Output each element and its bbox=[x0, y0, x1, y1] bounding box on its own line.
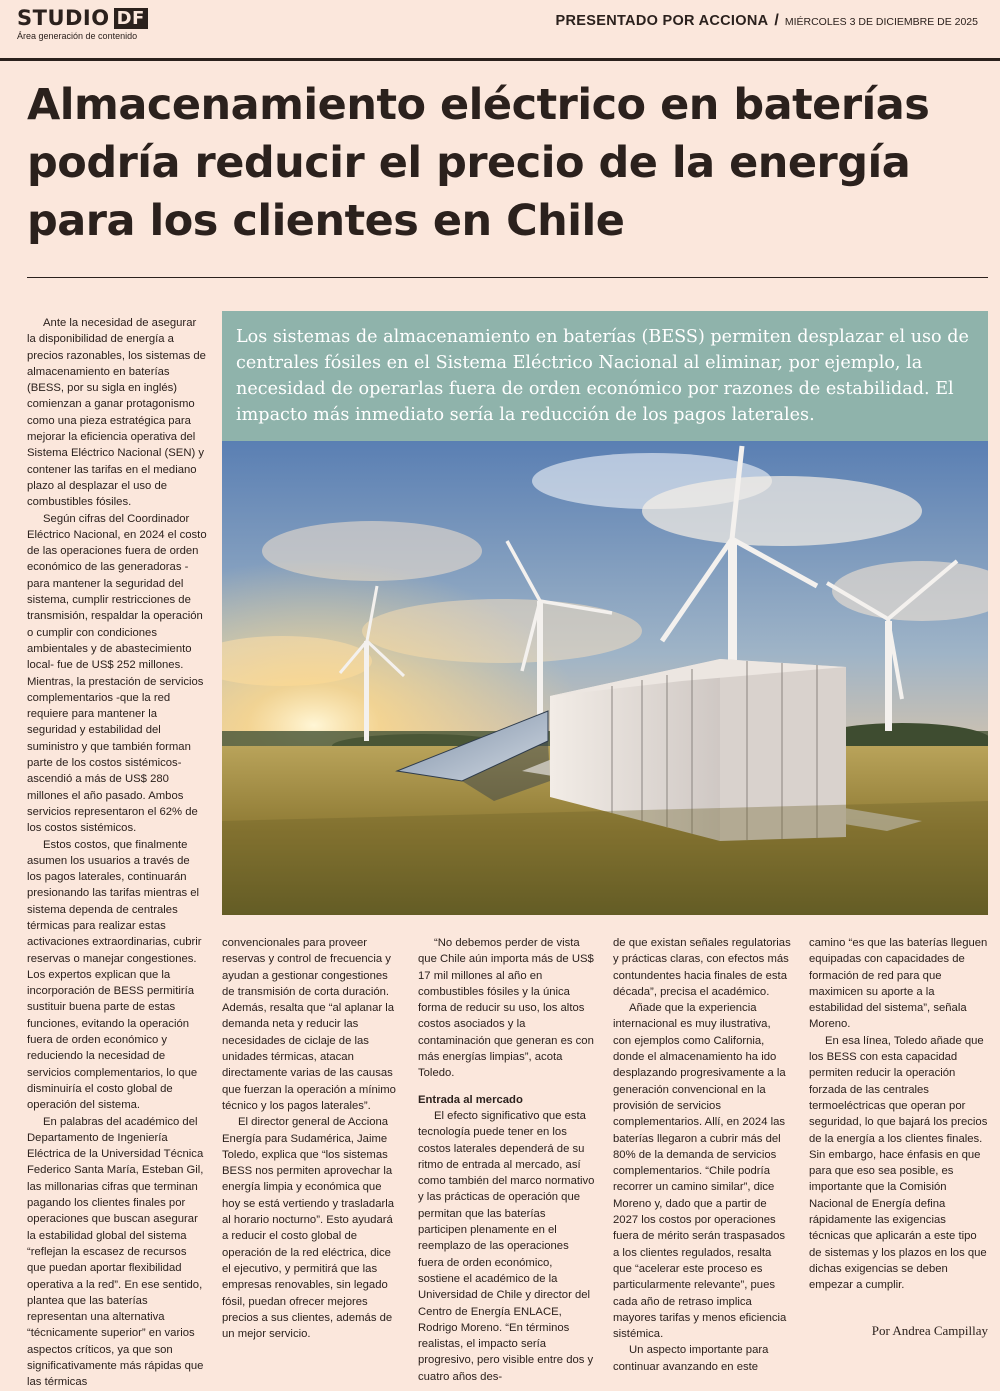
bess-wind-solar-photo bbox=[222, 441, 988, 915]
paragraph: convencionales para proveer reservas y control de frecuencia y ayudan a gestionar congestiones de transmisión de corta duración. Además, resalta que “al aplanar la demanda neta y reducir las necesidades de ciclaje de las unidades térmicas, atacan directamente varias de las causas que fuerzan la operación a mínimo técnico y los pagos laterales”. bbox=[222, 937, 396, 1112]
article-column-1 bbox=[27, 315, 207, 1391]
paragraph: En esa línea, Toledo añade que los BESS con esta capacidad permiten reducir la operación forzada de las centrales termoeléctricas que operan por seguridad, lo que bajará los precios de la energía a los clientes finales. Sin embargo, hace énfasis en que para que eso sea posible, es importante que la Comisión Nacional de Energía defina rápidamente las exigencias técnicas que aplicarán a este tipo de sistemas y los plazos en los que dichas exigencias se deben empezar a cumplir. bbox=[809, 1034, 988, 1292]
article-headline: Almacenamiento eléctrico en baterías podría reducir el precio de la energía para los clientes en Chile bbox=[27, 80, 930, 246]
paragraph: Añade que la experiencia internacional es muy ilustrativa, con ejemplos como California, donde el almacenamiento ha ido desplazando progresivamente a la generación convencional en la provisión de servicios complementarios. Allí, en 2024 las baterías llegaron a cubrir más del 80% de la demanda de servicios complementarios. “Chile podría recorrer un camino similar”, dice Moreno y, dado que a partir de 2027 los costos por operaciones fuera de mérito serán traspasados a los clientes regulados, resalta que “acelerar este proceso es particularmente relevante”, pues cada año de retraso implica mayores tarifas y menos eficiencia sistémica. bbox=[613, 1002, 787, 1341]
publication-date: MIÉRCOLES 3 DE DICIEMBRE DE 2025 bbox=[784, 16, 978, 28]
paragraph: Ante la necesidad de asegurar la disponibilidad de energía a precios razonables, los sistemas de almacenamiento en baterías (BESS, por su sigla en inglés) comienzan a ganar protagonismo como una pieza estratégica para mejorar la eficiencia operativa del Sistema Eléctrico Nacional (SEN) y contener las tarifas en el mediano plazo al desplazar el uso de combustibles fósiles. bbox=[27, 317, 206, 509]
article-column-3 bbox=[418, 935, 596, 1385]
lead-summary: Los sistemas de almacenamiento en baterías (BESS) permiten desplazar el uso de centrales fósiles en el Sistema Eléctrico Nacional al eliminar, por ejemplo, la necesidad de operarlas fuera de orden económico por razones de estabilidad. El impacto más inmediato sería la reducción de los pagos laterales. bbox=[222, 311, 988, 441]
paragraph: de que existan señales regulatorias y prácticas claras, con efectos más contundentes hacia finales de esta década”, precisa el académico. bbox=[613, 937, 791, 998]
paragraph: El director general de Acciona Energía para Sudamérica, Jaime Toledo, explica que “los sistemas BESS nos permiten aprovechar la energía limpia y económica que hoy se está vertiendo y trasladarla al horario nocturno”. Esto ayudará a reducir el costo global de operación de la red eléctrica, dice el ejecutivo, y permitirá que las empresas renovables, sin legado fósil, puedan ofrecer mejores precios a sus clientes, además de un mejor servicio. bbox=[222, 1116, 395, 1341]
byline: Por Andrea Campillay bbox=[871, 1323, 988, 1338]
paragraph: “No debemos perder de vista que Chile aún importa más de US$ 17 mil millones al año en combustibles fósiles y la única forma de reducir su uso, los altos costos asociados y la contaminación que generan es con más energías limpias”, acota Toledo. bbox=[418, 937, 594, 1080]
presented-by: PRESENTADO POR ACCIONA bbox=[555, 13, 769, 29]
article-column-4 bbox=[613, 935, 791, 1375]
article-column-5 bbox=[809, 935, 989, 1294]
paragraph: Estos costos, que finalmente asumen los usuarios a través de los pagos laterales, continuarán presionando las tarifas mientras el sistema dependa de centrales térmicas para realizar estas activaciones extraordinarias, cubrir reservas o manejar congestiones. Los expertos explican que la incorporación de BESS permitiría sustituir buena parte de estas funciones, evitando la operación fuera de orden económico y reduciendo la necesidad de servicios complementarios, lo que disminuiría el costo global de operación del sistema. bbox=[27, 838, 202, 1112]
logo-subtitle: Área generación de contenido bbox=[17, 31, 138, 41]
paragraph: En palabras del académico del Departamento de Ingeniería Eléctrica de la Universidad Técnica Federico Santa María, Esteban Gil, las millonarias cifras que terminan pagando los clientes finales por operaciones que buscan asegurar la estabilidad global del sistema “reflejan la escasez de recursos que puedan aportar flexibilidad operativa a la red”. En ese sentido, plantea que las baterías representan una alternativa “técnicamente superior” en varios aspectos críticos, ya que son significativamente más rápidas que las térmicas bbox=[27, 1115, 204, 1389]
paragraph: Según cifras del Coordinador Eléctrico Nacional, en 2024 el costo de las operaciones fuera de orden económico de las generadoras -para mantener la seguridad del sistema, cumplir restricciones de transmisión, respaldar la operación o cumplir con condiciones ambientales y de abastecimiento local- fue de US$ 252 millones. Mientras, la prestación de servicios complementarios -que la red requiere para mantener la seguridad y estabilidad del suministro y que también forman parte de los costos sistémicos- ascendió a más de US$ 280 millones el año pasado. Ambos servicios representaron el 62% de los costos sistémicos. bbox=[27, 512, 207, 835]
separator: / bbox=[774, 12, 779, 29]
section-heading: Entrada al mercado bbox=[418, 1093, 523, 1106]
paragraph: camino “es que las baterías lleguen equipadas con capacidades de formación de red para que maximicen su aporte a la estabilidad del sistema”, señala Moreno. bbox=[809, 937, 988, 1031]
studio-df-logo[interactable] bbox=[17, 6, 148, 41]
sponsor-line bbox=[556, 12, 978, 30]
logo-badge: DF bbox=[114, 8, 148, 29]
paragraph: El efecto significativo que esta tecnología puede tener en los costos laterales dependerá de su ritmo de entrada al mercado, así como también del marco normativo y las prácticas de operación que permitan que las baterías participen plenamente en el reemplazo de las operaciones fuera de orden económico, sostiene el académico de la Universidad de Chile y director del Centro de Energía ENLACE, Rodrigo Moreno. “En términos realistas, el impacto sería progresivo, pero visible entre dos y cuatro años des- bbox=[418, 1109, 595, 1383]
headline-divider bbox=[27, 277, 988, 278]
paragraph: Un aspecto importante para continuar avanzando en este bbox=[613, 1344, 769, 1373]
logo-text: STUDIO bbox=[17, 6, 110, 30]
masthead bbox=[0, 0, 1000, 61]
article-column-2 bbox=[222, 935, 400, 1342]
